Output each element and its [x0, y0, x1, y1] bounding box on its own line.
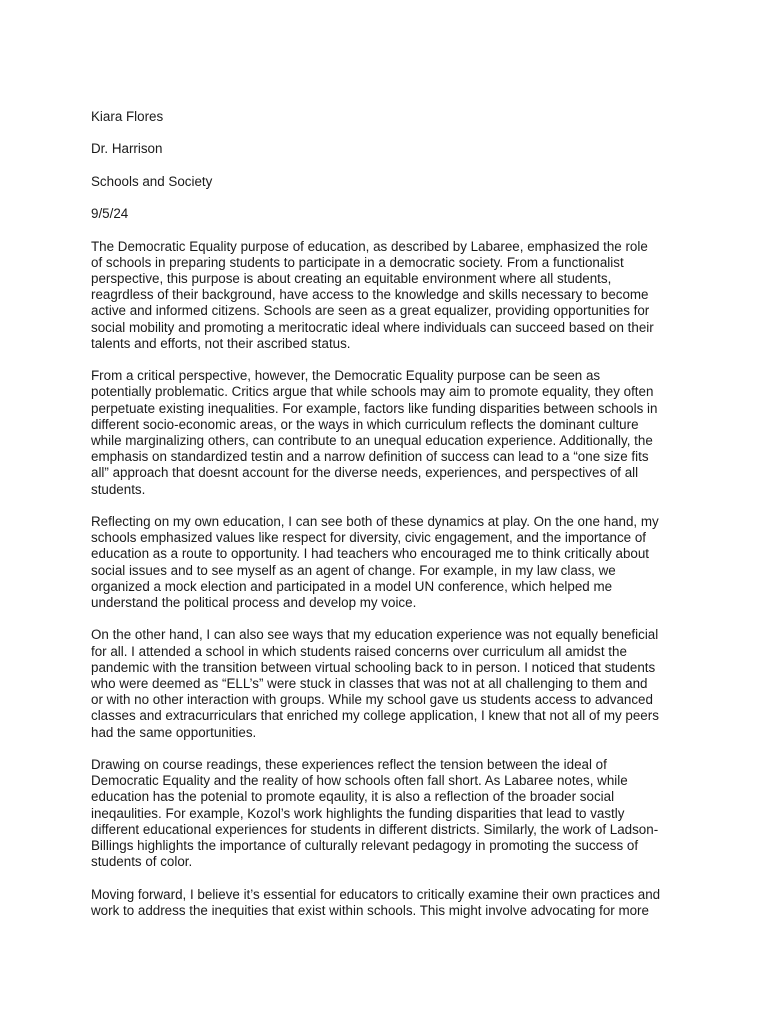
text-line: had the same opportunities. — [91, 724, 257, 740]
text-line: education as a route to opportunity. I had teachers who encouraged me to think critically about — [91, 546, 650, 562]
paragraph-1 — [91, 239, 691, 352]
paragraph-3 — [91, 514, 691, 611]
text-line: different socio-economic areas, or the ways in which curriculum reflects the dominant culture — [91, 416, 639, 432]
text-line: students. — [91, 481, 146, 497]
text-line: The Democratic Equality purpose of education, as described by Labaree, emphasized the role — [91, 238, 648, 254]
text-line: emphasis on standardized testin and a narrow definition of success can lead to a “one size fits — [91, 449, 649, 465]
text-line: Billings highlights the importance of culturally relevant pedagogy in promoting the success of — [91, 838, 639, 854]
text-line: Democratic Equality and the reality of how schools often fall short. As Labaree notes, while — [91, 773, 628, 789]
text-line: Drawing on course readings, these experiences reflect the tension between the ideal of — [91, 757, 607, 772]
text-line: ineqaulities. For example, Kozol’s work highlights the funding disparities that lead to vastly — [91, 805, 625, 821]
document-body — [91, 109, 691, 935]
text-line: understand the political process and develop my voice. — [91, 595, 417, 610]
text-line: From a critical perspective, however, the Democratic Equality purpose can be seen as — [91, 368, 601, 384]
text-line: social mobility and promoting a meritocratic ideal where individuals can succeed based on their — [91, 319, 654, 335]
text-line: work to address the inequities that exist within schools. This might involve advocating for more — [91, 902, 649, 918]
course-name: Schools and Society — [91, 173, 213, 189]
student-name: Kiara Flores — [91, 109, 164, 124]
text-line: who were deemed as “ELL’s” were stuck in classes that was not at all challenging to them and — [91, 676, 648, 691]
text-line: while marginalizing others, can contribute to an unequal education experience. Additionally, the — [91, 432, 653, 448]
paragraph-5 — [91, 757, 691, 870]
text-line: different educational experiences for students in different districts. Similarly, the work of Ladson- — [91, 821, 659, 837]
text-line: On the other hand, I can also see ways that my education experience was not equally beneficial — [91, 627, 659, 643]
text-line: schools emphasized values like respect for diversity, civic engagement, and the importance of — [91, 530, 646, 546]
text-line: perpetuate existing inequalities. For example, factors like funding disparities between schools in — [91, 400, 658, 416]
text-line: talents and efforts, not their ascribed status. — [91, 335, 351, 351]
text-line: active and informed citizens. Schools are seen as a great equalizer, providing opportunities for — [91, 303, 650, 319]
text-line: social issues and to see myself as an agent of change. For example, in my law class, we — [91, 562, 616, 578]
text-line: education has the potenial to promote eqaulity, it is also a reflection of the broader social — [91, 789, 615, 805]
text-line: students of color. — [91, 854, 193, 870]
text-line: Moving forward, I believe it’s essential for educators to critically examine their own practices and — [91, 886, 661, 902]
text-line: reagrdless of their background, have access to the knowledge and skills necessary to become — [91, 287, 649, 303]
text-line: Reflecting on my own education, I can see both of these dynamics at play. On the one hand, my — [91, 513, 659, 529]
paragraph-4 — [91, 627, 691, 740]
text-line: organized a mock election and participated in a model UN conference, which helped me — [91, 578, 613, 594]
instructor-name: Dr. Harrison — [91, 141, 163, 157]
paragraph-2 — [91, 368, 691, 498]
text-line: for all. I attended a school in which students raised concerns over curriculum all amidst the — [91, 643, 627, 659]
text-line: of schools in preparing students to participate in a democratic society. From a functionalist — [91, 254, 624, 270]
text-line: or with no other interaction with groups. While my school gave us students access to advanced — [91, 692, 653, 708]
text-line: all” approach that doesnt account for the diverse needs, experiences, and perspectives of all — [91, 465, 639, 481]
document-date: 9/5/24 — [91, 206, 129, 222]
text-line: classes and extracurriculars that enriched my college application, I knew that not all of my peers — [91, 708, 659, 724]
text-line: perspective, this purpose is about creating an equitable environment where all students, — [91, 270, 612, 286]
text-line: potentially problematic. Critics argue that while schools may aim to promote equality, they often — [91, 384, 654, 400]
text-line: pandemic with the transition between virtual schooling back to in person. I noticed that students — [91, 659, 656, 675]
paragraph-6 — [91, 887, 691, 919]
